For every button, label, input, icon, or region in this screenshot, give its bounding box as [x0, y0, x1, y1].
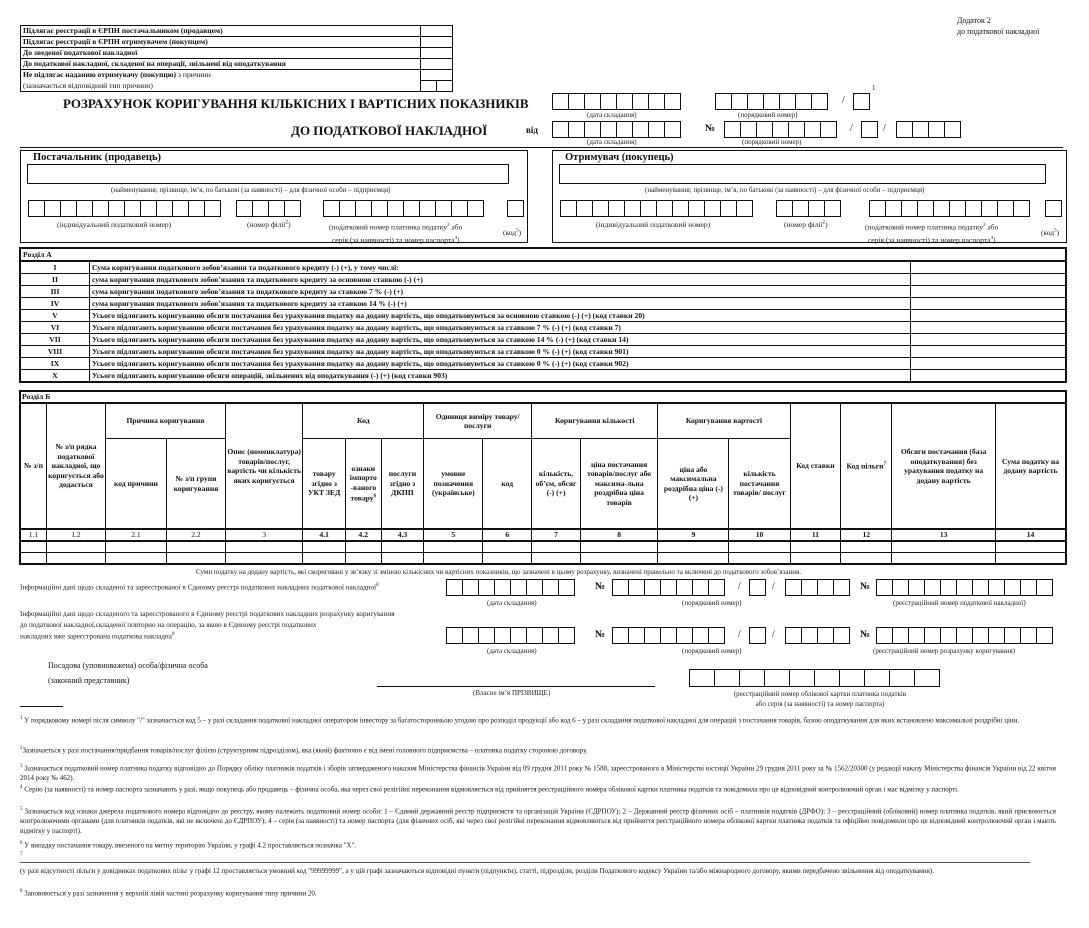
declaration-text: Суми податку на додану вартість, які скориговані у зв’язку зі зміною кількісних чи вартісних показників, що зазначені в цьому розрахунку, визначені правильно та включені до податкового зобов’язання. — [196, 568, 801, 576]
section-a-row — [20, 274, 1066, 286]
buyer-branch-boxes[interactable] — [776, 200, 841, 217]
column-number: 12 — [841, 529, 892, 541]
section-b-title: Розділ Б — [20, 391, 1066, 403]
footnote-mark: 1 — [872, 84, 876, 92]
section-a-row — [20, 358, 1066, 370]
info1-text: Інформаційні дані щодо складеної та зареєстрованої в Єдиному реєстрі податкових накладних податкової накладної$^8$ — [20, 583, 379, 592]
checklist-label: Не підлягає наданню отримувачу (покупцю) з причини — [21, 70, 421, 81]
checklist-box[interactable] — [421, 48, 453, 59]
row-value[interactable] — [911, 286, 1067, 298]
column-number: 1.2 — [46, 529, 105, 541]
row-num: II — [20, 274, 90, 286]
supplier-taxnum-caption: (податковий номер платника податку$^3$ або серія (за наявності) та номер паспорта$^4$) — [329, 222, 463, 244]
col-header: ознаки імпорто -ваного товару$^6$ — [346, 439, 382, 530]
checklist-row — [21, 81, 453, 92]
col-header: № з/п — [20, 403, 46, 529]
row-text: сума коригування податкового зобов’язання та податкового кредиту за ставкою 14 % (-) (+) — [90, 298, 911, 310]
info2-serial-boxes[interactable] — [612, 627, 725, 644]
serial-boxes[interactable] — [715, 93, 828, 110]
table-cell[interactable] — [20, 541, 46, 553]
table-cell[interactable] — [46, 541, 105, 553]
table-cell[interactable] — [483, 541, 532, 553]
checklist-row — [21, 37, 453, 48]
supplier-panel — [20, 150, 528, 243]
ref-date-caption: (дата складання) — [587, 138, 637, 146]
col-header: код — [483, 439, 532, 530]
table-cell[interactable] — [105, 553, 166, 565]
card-number-caption: (реєстраційний номер облікової картки платника податків або серія (за наявності) та номер паспорта) — [733, 690, 907, 708]
column-number: 4.2 — [346, 529, 382, 541]
col-header: Обсяги постачання (база оподаткування) без урахування податку на додану вартість — [892, 403, 996, 529]
signature-line[interactable] — [377, 686, 655, 687]
footnote-1: $^1$ У порядковому номері після символу "/" зазначається код 5 – у разі складання податкової накладної оператором інвестору за багатосторонньою угодою про розподіл продукції або код 6 – у разі складання податкової накладної для операцій з постачання товарів, базою оподаткування для яких встановлено максимальні роздрібні ціни. — [20, 716, 1020, 725]
section-a-row — [20, 334, 1066, 346]
group-header: Код — [303, 403, 424, 439]
serial-caption: (порядковий номер) — [738, 111, 798, 119]
annex-label — [957, 15, 1039, 37]
column-numbers-row — [20, 529, 1066, 541]
column-number: 1.1 — [20, 529, 46, 541]
col-header: № з/п групи коригування — [166, 439, 225, 530]
col-header: послуги згідно з ДКПП — [381, 439, 424, 530]
checklist-label: (зазначається відповідний тип причини) — [21, 81, 421, 92]
table-cell[interactable] — [532, 553, 581, 565]
row-num: I — [20, 261, 90, 274]
info2-date-caption: (дата складання) — [487, 647, 537, 655]
checklist-box[interactable] — [421, 59, 453, 70]
table-cell[interactable] — [658, 553, 729, 565]
info1-suffix-box[interactable] — [749, 579, 766, 596]
checklist-row — [21, 70, 453, 81]
vid-label: від — [526, 125, 538, 135]
column-number: 4.3 — [381, 529, 424, 541]
signatory-label: Посадова (уповноважена) особа/фізична особа (законний представник) — [48, 661, 208, 685]
supplier-name-field[interactable] — [27, 164, 509, 184]
date-boxes[interactable] — [552, 93, 681, 110]
ref-serial-caption: (порядковий номер) — [742, 138, 802, 146]
section-a-row — [20, 261, 1066, 274]
table-cell[interactable] — [892, 553, 996, 565]
ref-suffix-box[interactable] — [861, 121, 878, 138]
table-cell[interactable] — [424, 553, 483, 565]
column-number: 5 — [424, 529, 483, 541]
reason-box-2[interactable] — [437, 81, 453, 92]
buyer-code-box[interactable] — [1045, 200, 1062, 217]
row-text: сума коригування податкового зобов’язання та податкового кредиту за ставкою 7 % (-) (+) — [90, 286, 911, 298]
row-value[interactable] — [911, 322, 1067, 334]
checklist-row — [21, 48, 453, 59]
slash: / — [883, 123, 886, 134]
info2-date-boxes[interactable] — [446, 627, 575, 644]
row-text: Усього підлягають коригуванню обсяги постачання без урахування податку на додану вартість, що оподатковуються за ставкою 7 % (-) (+) (код ставки 7) — [90, 322, 911, 334]
col-header: умовне позначення (українське) — [424, 439, 483, 530]
table-cell[interactable] — [729, 553, 790, 565]
reason-box-1[interactable] — [421, 81, 437, 92]
table-cell[interactable] — [225, 541, 302, 553]
ref-serial-boxes[interactable] — [724, 121, 837, 138]
checklist-label: До зведеної податкової накладної — [21, 48, 421, 59]
col-header: кількість, об’єм, обсяг (-) (+) — [532, 439, 581, 530]
col-header: Сума податку на додану вартість — [995, 403, 1066, 529]
info2-serial-caption: (порядковий номер) — [682, 647, 742, 655]
col-header: код причини — [105, 439, 166, 530]
annex-line2: до податкової накладної — [957, 27, 1040, 36]
column-number: 8 — [580, 529, 657, 541]
buyer-title: Отримувач (покупець) — [565, 152, 674, 163]
num-sign: № — [860, 581, 871, 592]
table-cell[interactable] — [166, 553, 225, 565]
supplier-branch-caption: (номер філії$^2$) — [247, 220, 291, 229]
table-cell[interactable] — [483, 553, 532, 565]
table-cell[interactable] — [166, 541, 225, 553]
row-value[interactable] — [911, 274, 1067, 286]
column-number: 6 — [483, 529, 532, 541]
info1-branch-boxes[interactable] — [785, 579, 850, 596]
info1-date-boxes[interactable] — [446, 579, 575, 596]
row-num: VII — [20, 334, 90, 346]
buyer-taxnum-caption: (податковий номер платника податку$^3$ або серія (за наявності) та номер паспорта$^4$) — [865, 222, 999, 244]
buyer-name-field[interactable] — [559, 164, 1046, 184]
col-header: Опис (номенклатура) товарів/послуг, вартість чи кількість яких коригується — [225, 403, 302, 529]
table-cell[interactable] — [580, 553, 657, 565]
buyer-name-caption: (найменування; прізвище, ім’я, по батькові (за наявності) – для фізичної особи – підприємця) — [645, 186, 925, 194]
section-a-row — [20, 310, 1066, 322]
footnote-7-rule — [20, 862, 1030, 863]
row-num: IX — [20, 358, 90, 370]
row-value[interactable] — [911, 370, 1067, 383]
row-value[interactable] — [911, 261, 1067, 274]
date-caption: (дата складання) — [587, 111, 637, 119]
footnote-7: 7 — [20, 852, 23, 857]
table-cell[interactable] — [658, 541, 729, 553]
buyer-ipn-boxes[interactable] — [560, 200, 753, 217]
section-a-table — [19, 247, 1067, 383]
row-text: Усього підлягають коригуванню обсяги постачання без урахування податку на додану вартість, що оподатковуються за основною ставкою (-) (+) (код ставки 20) — [90, 310, 911, 322]
slash: / — [842, 95, 845, 106]
table-cell[interactable] — [381, 541, 424, 553]
section-a-row — [20, 346, 1066, 358]
row-text: Усього підлягають коригуванню обсяги постачання без урахування податку на додану вартість, що оподатковуються за ставкою 0 % (-) (+) (код ставки 902) — [90, 358, 911, 370]
num-sign: № — [595, 581, 606, 592]
checklist-box[interactable] — [421, 26, 453, 37]
col-header: № з/п рядка податкової накладної, що коригується або додається — [46, 403, 105, 529]
info2-reg-caption: (реєстраційний номер розрахунку коригування) — [873, 647, 1016, 655]
info1-date-caption: (дата складання) — [487, 599, 537, 607]
col-header: Код ставки — [790, 403, 841, 529]
supplier-branch-boxes[interactable] — [236, 200, 301, 217]
slash: / — [772, 629, 775, 640]
row-num: V — [20, 310, 90, 322]
table-cell[interactable] — [995, 541, 1066, 553]
column-number: 9 — [658, 529, 729, 541]
checklist-label: Підлягає реєстрації в ЄРПН отримувачем (покупцем) — [21, 37, 421, 48]
buyer-ipn-caption: (індивідуальний податковий номер) — [596, 220, 711, 229]
buyer-panel — [552, 150, 1067, 243]
ref-branch-boxes[interactable] — [896, 121, 961, 138]
footnote-divider — [20, 706, 63, 707]
footnote-6: $^6$ У випадку постачання товару, ввезеного на митну територію України, у графі 4.2 проставляється позначка "Х". — [20, 841, 357, 850]
table-cell[interactable] — [20, 553, 46, 565]
row-text: сума коригування податкового зобов’язання та податкового кредиту за основною ставкою (-) (+) — [90, 274, 911, 286]
supplier-name-caption: (найменування; прізвище, ім’я, по батькові (за наявності) – для фізичної особи – підприємця) — [111, 186, 391, 194]
row-num: IV — [20, 298, 90, 310]
buyer-taxnum-boxes[interactable] — [869, 200, 1030, 217]
info1-reg-boxes[interactable] — [876, 579, 1053, 596]
supplier-ipn-caption: (індивідуальний податковий номер) — [57, 220, 172, 229]
row-value[interactable] — [911, 310, 1067, 322]
section-b-table — [19, 390, 1067, 565]
row-text: Усього підлягають коригуванню обсяги постачання без урахування податку на додану вартість, що оподатковуються за ставкою 0 % (-) (+) (код ставки 901) — [90, 346, 911, 358]
table-cell[interactable] — [46, 553, 105, 565]
table-cell[interactable] — [303, 553, 346, 565]
row-text: Сума коригування податкового зобов’язання та податкового кредиту (-) (+), у тому числі: — [90, 261, 911, 274]
table-cell[interactable] — [105, 541, 166, 553]
slash: / — [850, 123, 853, 134]
supplier-ipn-boxes[interactable] — [28, 200, 221, 217]
supplier-title: Постачальник (продавець) — [33, 152, 161, 163]
signature-name-caption: (Власне ім’я ПРІЗВИЩЕ) — [473, 689, 551, 697]
type-checklist — [20, 25, 453, 92]
table-cell[interactable] — [580, 541, 657, 553]
table-cell[interactable] — [995, 553, 1066, 565]
info2-reg-boxes[interactable] — [876, 627, 1053, 644]
col-header: товару згідно з УКТ ЗЕД — [303, 439, 346, 530]
checklist-label: До податкової накладної, складеної на операції, звільнені від оподаткування — [21, 59, 421, 70]
table-row — [20, 541, 1066, 553]
slash: / — [738, 629, 741, 640]
table-cell[interactable] — [892, 541, 996, 553]
section-a-title: Розділ А — [20, 248, 1066, 261]
checklist-row — [21, 59, 453, 70]
checklist-label: Підлягає реєстрації в ЄРПН постачальником (продавцем) — [21, 26, 421, 37]
column-number: 13 — [892, 529, 996, 541]
serial-suffix-box[interactable] — [853, 93, 870, 110]
table-cell[interactable] — [346, 553, 382, 565]
column-number: 2.2 — [166, 529, 225, 541]
column-number: 10 — [729, 529, 790, 541]
col-header: Код пільги$^7$ — [841, 403, 892, 529]
column-number: 11 — [790, 529, 841, 541]
info2-text: Інформаційні дані щодо складеного та зареєстрованого в Єдиному реєстрі податкових накладних розрахунку коригування до податкової накладної,складеної повторно на операцію, за якою в Єдиному реєстрі податкових накладних вже зареєстрована податкова накладна$^8$ — [20, 610, 395, 641]
section-a-row — [20, 286, 1066, 298]
col-header: ціна або максимальна роздрібна ціна (-) (+) — [658, 439, 729, 530]
footnote-4: $^4$ Серію (за наявності) та номер паспорта зазначають у разі, якщо покупець або продавець – фізична особа, яка через свої релігійні переконання відмовляється від прийняття реєстраційного номера облікової картки платника податків та повідомила про це відповідний контролюючий орган і має відмітку у паспорті. — [20, 785, 959, 794]
footnote-7-text: (у разі відсутності пільги у довідниках податкових пільг у графі 12 проставляється умовний код "99999999", а у цій графі зазначаються відповідні пункти (підпункти), статті, підрозділи, розділи Податкового кодексу України та/або міжнародного договору, якими передбачено звільнення від оподаткування). — [20, 867, 934, 875]
row-value[interactable] — [911, 334, 1067, 346]
row-value[interactable] — [911, 358, 1067, 370]
table-row — [20, 553, 1066, 565]
section-a-row — [20, 298, 1066, 310]
supplier-taxnum-boxes[interactable] — [323, 200, 484, 217]
table-cell[interactable] — [225, 553, 302, 565]
footnote-5: $^5$ Зазначається код ознаки джерела податкового номера відповідно до реєстру, якому належить податковий номер особи: 1 – Єдиний державний реєстр підприємств та організацій України (ЄДРПОУ); 2 – Державний реєстр фізичних осіб – платників податків (ДРФО); 3 – реєстраційний (обліковий) номер платника податків, який присвоюється контролюючими органами (для платників податків, які не включені до ЄДРПОУ); 4 – серія (за наявності) та номер паспорта (для фізичних осіб, які через свої релігійні переконання відмовляються від прийняття реєстраційного номера облікової картки платника податків та офіційно повідомили про це відповідний контролюючий орган і мають відмітку у паспорті). — [20, 807, 1056, 836]
info1-reg-caption: (реєстраційний номер податкової накладної) — [893, 599, 1026, 607]
slash: / — [772, 581, 775, 592]
num-sign: № — [595, 629, 606, 640]
document-subtitle: ДО ПОДАТКОВОЇ НАКЛАДНОЇ — [291, 123, 488, 138]
supplier-code-caption: (код$^5$) — [503, 228, 522, 237]
column-number: 14 — [995, 529, 1066, 541]
table-cell[interactable] — [532, 541, 581, 553]
slash: / — [738, 581, 741, 592]
document-title: РОЗРАХУНОК КОРИГУВАННЯ КІЛЬКІСНИХ І ВАРТІСНИХ ПОКАЗНИКІВ — [63, 96, 529, 111]
table-cell[interactable] — [381, 553, 424, 565]
table-cell[interactable] — [303, 541, 346, 553]
column-number: 4.1 — [303, 529, 346, 541]
footnote-8: $^8$ Заповнюється у разі зазначення у верхній лівій частині розрахунку коригування типу причини 20. — [20, 889, 317, 898]
column-number: 3 — [225, 529, 302, 541]
row-text: Усього підлягають коригуванню обсяги постачання без урахування податку на додану вартість, що оподатковуються за ставкою 14 % (-) (+) (код ставки 14) — [90, 334, 911, 346]
info2-suffix-box[interactable] — [749, 627, 766, 644]
table-cell[interactable] — [841, 541, 892, 553]
row-value[interactable] — [911, 346, 1067, 358]
row-num: VIII — [20, 346, 90, 358]
footnote-2: $^2$Зазначається у разі постачання/придбання товарів/послуг філією (структурним підрозділом), яка (який) фактично є від імені головного підприємства – платника податку стороною договору. — [20, 746, 588, 755]
checklist-box[interactable] — [421, 70, 453, 81]
row-num: III — [20, 286, 90, 298]
ref-date-boxes[interactable] — [552, 121, 681, 138]
annex-line1: Додаток 2 — [957, 16, 991, 25]
row-value[interactable] — [911, 298, 1067, 310]
footnote-3: $^3$ Зазначається податковий номер платника податку відповідно до Порядку обліку платників податків і зборів затвердженого наказом Міністерства фінансів України від 09 грудня 2011 року № 1588, зареєстрованого в Міністерстві юстиції України 29 грудня 2011 року за № 1562/20300 (у редакції наказу Міністерства фінансів України від 22 квітня 2014 року № 462). — [20, 764, 1056, 783]
info2-branch-boxes[interactable] — [785, 627, 850, 644]
group-header: Коригування кількості — [532, 403, 658, 439]
table-cell[interactable] — [346, 541, 382, 553]
checklist-box[interactable] — [421, 37, 453, 48]
group-header: Одиниця виміру товару/послуги — [424, 403, 532, 439]
checklist-row — [21, 26, 453, 37]
group-header: Коригування вартості — [658, 403, 790, 439]
header-divider — [20, 147, 1063, 148]
row-num: X — [20, 370, 90, 383]
supplier-code-box[interactable] — [507, 200, 524, 217]
table-cell[interactable] — [841, 553, 892, 565]
column-number: 2.1 — [105, 529, 166, 541]
table-cell[interactable] — [729, 541, 790, 553]
info1-serial-caption: (порядковий номер) — [682, 599, 742, 607]
num-sign: № — [860, 629, 871, 640]
section-a-row — [20, 322, 1066, 334]
row-text: Усього підлягають коригуванню обсяги операцій, звільнених від оподаткування (-) (+) (код ставки 903) — [90, 370, 911, 383]
column-number: 7 — [532, 529, 581, 541]
col-header: кількість постачання товарів/ послуг — [729, 439, 790, 530]
num-sign: № — [705, 123, 716, 134]
col-header: ціна постачання товарів/послуг або максима-льна роздрібна ціна товарів — [580, 439, 657, 530]
table-cell[interactable] — [790, 541, 841, 553]
buyer-branch-caption: (номер філії$^2$) — [784, 220, 828, 229]
row-num: VI — [20, 322, 90, 334]
info1-serial-boxes[interactable] — [612, 579, 725, 596]
buyer-code-caption: (код$^5$) — [1041, 228, 1060, 237]
section-a-row — [20, 370, 1066, 383]
table-cell[interactable] — [424, 541, 483, 553]
group-header: Причина коригування — [105, 403, 225, 439]
table-cell[interactable] — [790, 553, 841, 565]
card-number-boxes[interactable] — [689, 669, 940, 687]
